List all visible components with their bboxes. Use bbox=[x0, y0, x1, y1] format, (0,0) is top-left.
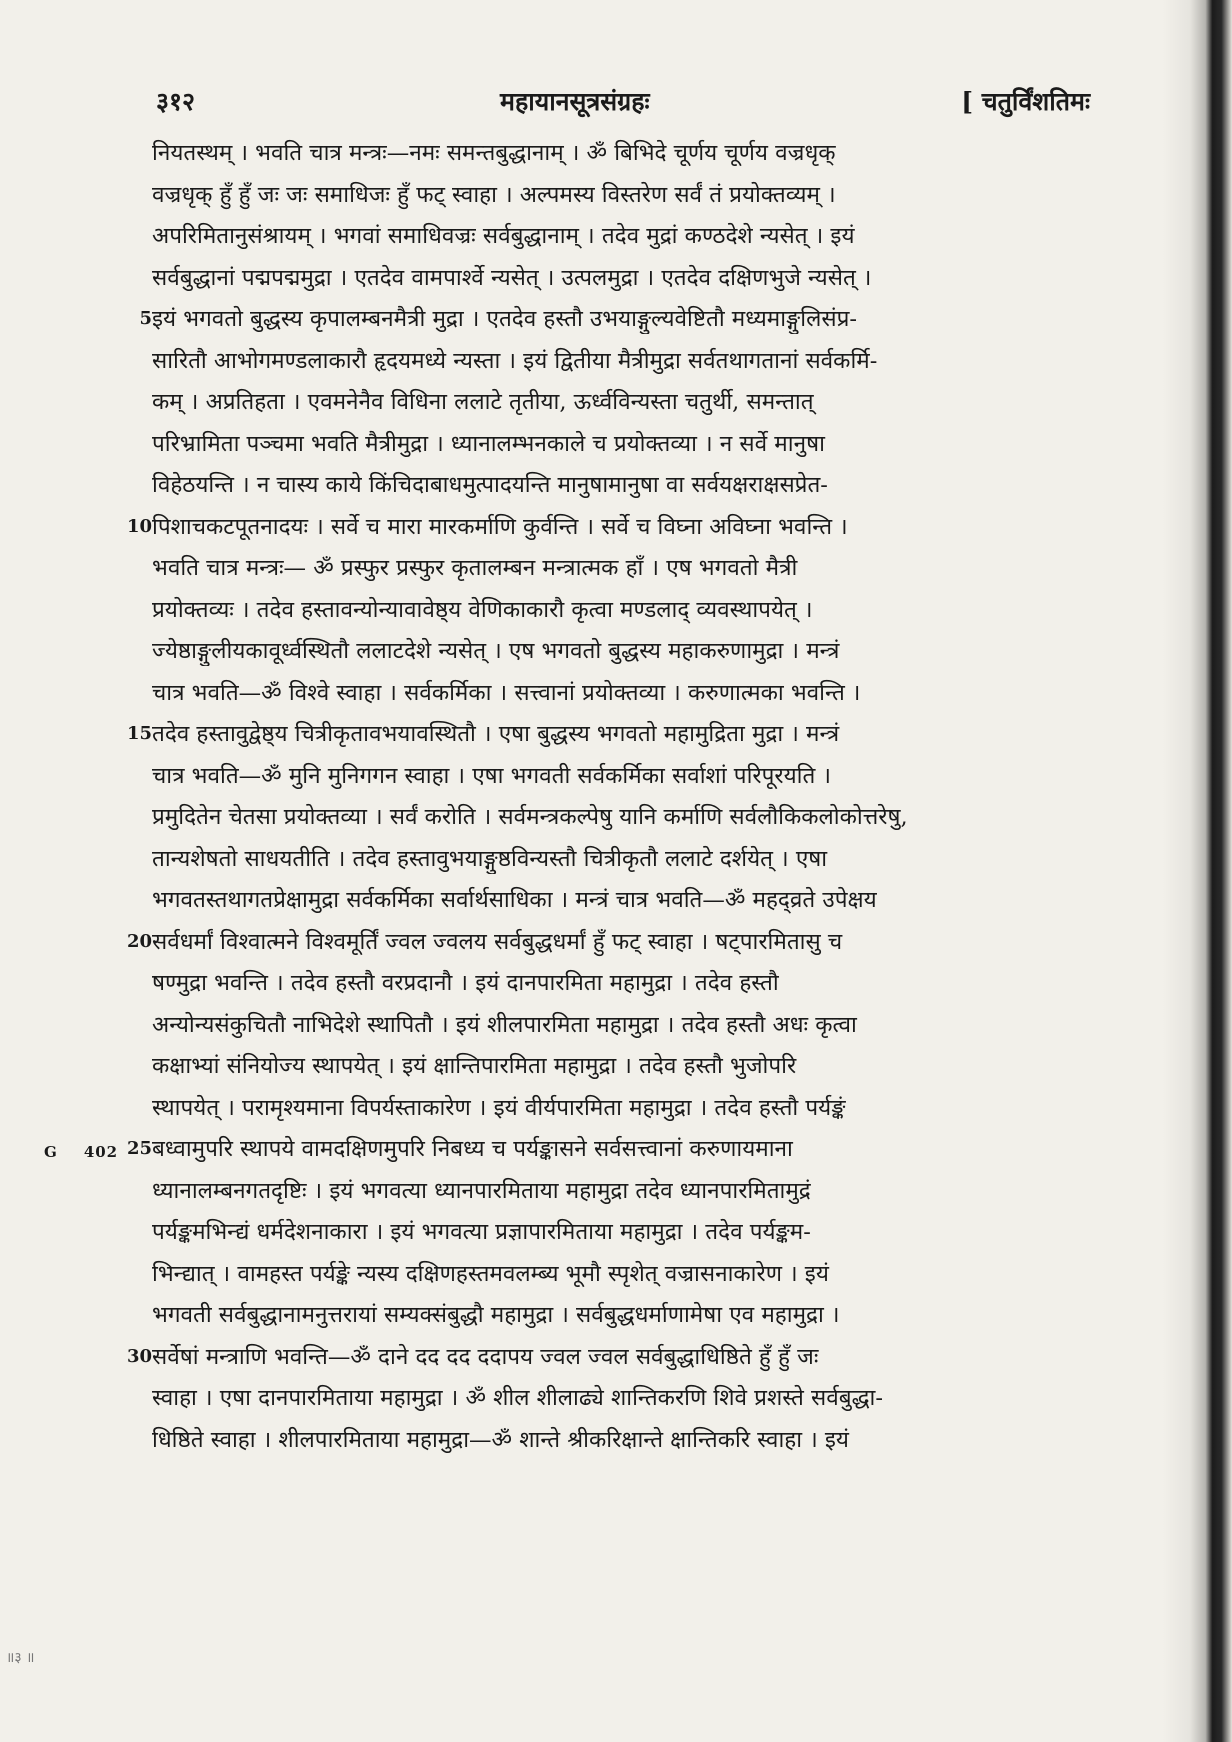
text-line: अपरिमितानुसंश्रायम् । भगवां समाधिवज्रः सर्वबुद्धानाम् । तदेव मुद्रां कण्ठदेशे न्यसेत् । इयं bbox=[152, 223, 855, 249]
text-line: विहेठयन्ति । न चास्य काये किंचिदाबाधमुत्पादयन्ति मानुषामानुषा वा सर्वयक्षराक्षसप्रेत- bbox=[152, 472, 828, 498]
section-title: [ चतुर्विंशतिमः bbox=[961, 87, 1090, 116]
page-header bbox=[150, 84, 1090, 124]
running-title: महायानसूत्रसंग्रहः bbox=[500, 87, 650, 116]
text-line: पर्यङ्कमभिन्द्यं धर्मदेशनाकारा । इयं भगवत्या प्रज्ञापारमिताया महामुद्रा । तदेव पर्यङ्कम- bbox=[152, 1219, 811, 1245]
text-line: कक्षाभ्यां संनियोज्य स्थापयेत् । इयं क्षान्तिपारमिता महामुद्रा । तदेव हस्तौ भुजोपरि bbox=[152, 1053, 797, 1079]
text-line: भवति चात्र मन्त्रः— ॐ प्रस्फुर प्रस्फुर कृतालम्बन मन्त्रात्मक हाँ । एष भगवतो मैत्री bbox=[152, 555, 798, 581]
text-line: स्वाहा । एषा दानपारमिताया महामुद्रा । ॐ शील शीलाढ्ये शान्तिकरणि शिवे प्रशस्ते सर्वबुद्धा- bbox=[152, 1385, 883, 1411]
page-number: ३१२ bbox=[156, 87, 196, 116]
text-line: अन्योन्यसंकुचितौ नाभिदेशे स्थापितौ । इयं शीलपारमिता महामुद्रा । तदेव हस्तौ अधः कृत्वा bbox=[152, 1011, 857, 1038]
text-line: इयं भगवतो बुद्धस्य कृपालम्बनमैत्री मुद्रा । एतदेव हस्तौ उभयाङ्गुल्यवेष्टितौ मध्यमाङ्गुलिसंप्र- bbox=[152, 306, 857, 332]
text-line: बध्वामुपरि स्थापये वामदक्षिणमुपरि निबध्य च पर्यङ्कासने सर्वसत्त्वानां करुणायमाना bbox=[152, 1136, 793, 1162]
edge-mark: ॥३ ॥ bbox=[6, 1650, 35, 1666]
line-number: 25 bbox=[126, 1138, 152, 1159]
text-line: कम् । अप्रतिहता । एवमनेनैव विधिना ललाटे तृतीया, ऊर्ध्वविन्यस्ता चतुर्थी, समन्तात् bbox=[152, 389, 814, 415]
text-line: सर्वधर्मां विश्वात्मने विश्वमूर्तिं ज्वल ज्वलय सर्वबुद्धधर्मां हुँ फट् स्वाहा । षट्पारमितासु च bbox=[152, 928, 843, 955]
line-number: 30 bbox=[126, 1345, 152, 1367]
text-line: वज्रधृक् हुँ हुँ जः जः समाधिजः हुँ फट् स्वाहा । अल्पमस्य विस्तरेण सर्वं तं प्रयोक्तव्यम् । bbox=[152, 181, 836, 208]
text-line: प्रयोक्तव्यः । तदेव हस्तावन्योन्यावावेष्ठ्य वेणिकाकारौ कृत्वा मण्डलाद् व्यवस्थापयेत् । bbox=[152, 596, 813, 623]
text-line: नियतस्थम् । भवति चात्र मन्त्रः—नमः समन्तबुद्धानाम् । ॐ बिभिदे चूर्णय चूर्णय वज्रधृक् bbox=[152, 140, 836, 166]
line-number: 10 bbox=[126, 515, 152, 537]
text-line: भिन्द्यात् । वामहस्त पर्यङ्के न्यस्य दक्षिणहस्तमवलम्ब्य भूमौ स्पृशेत् वज्रासनाकारेण । इयं bbox=[152, 1260, 829, 1287]
margin-reference-number: 402 bbox=[83, 1143, 119, 1161]
line-number: 15 bbox=[126, 723, 152, 744]
margin-reference-letter: G bbox=[44, 1143, 58, 1161]
text-line: ज्येष्ठाङ्गुलीयकावूर्ध्वस्थितौ ललाटदेशे न्यसेत् । एष भगवतो बुद्धस्य महाकरुणामुद्रा । मन्त्रं bbox=[152, 638, 840, 664]
text-line: तदेव हस्तावुद्वेष्ठ्य चित्रीकृतावभयावस्थितौ । एषा बुद्धस्य भगवतो महामुद्रिता मुद्रा । मन्त्रं bbox=[152, 721, 840, 747]
text-line: भगवतस्तथागतप्रेक्षामुद्रा सर्वकर्मिका सर्वार्थसाधिका । मन्त्रं चात्र भवति—ॐ महद्व्रते उपेक्षय bbox=[152, 887, 877, 913]
text-line: चात्र भवति—ॐ विश्वे स्वाहा । सर्वकर्मिका । सत्त्वानां प्रयोक्तव्या । करुणात्मका भवन्ति । bbox=[152, 679, 861, 706]
text-line: सर्वबुद्धानां पद्मपद्ममुद्रा । एतदेव वामपार्श्वे न्यसेत् । उत्पलमुद्रा । एतदेव दक्षिणभुजे न्यसेत् । bbox=[152, 264, 872, 291]
text-line: सर्वेषां मन्त्राणि भवन्ति—ॐ दाने दद दद ददापय ज्वल ज्वल सर्वबुद्धाधिष्ठिते हुँ हुँ जः bbox=[152, 1343, 819, 1370]
text-line: ध्यानालम्बनगतदृष्टिः । इयं भगवत्या ध्यानपारमिताया महामुद्रा तदेव ध्यानपारमितामुद्रं bbox=[152, 1177, 811, 1204]
line-number: 20 bbox=[126, 930, 152, 952]
text-line: प्रमुदितेन चेतसा प्रयोक्तव्या । सर्वं करोति । सर्वमन्त्रकल्पेषु यानि कर्माणि सर्वलौकिकलोकोत्तरेषु, bbox=[152, 804, 908, 830]
text-line: पिशाचकटपूतनादयः । सर्वे च मारा मारकर्माणि कुर्वन्ति । सर्वे च विघ्ना अविघ्ना भवन्ति । bbox=[152, 513, 848, 540]
margin-reference bbox=[44, 1143, 118, 1161]
book-spine-shadow bbox=[1162, 0, 1232, 1742]
text-line: तान्यशेषतो साधयतीति । तदेव हस्तावुभयाङ्गुष्ठविन्यस्तौ चित्रीकृतौ ललाटे दर्शयेत् । एषा bbox=[152, 845, 828, 872]
text-line: धिष्ठिते स्वाहा । शीलपारमिताया महामुद्रा—ॐ शान्ते श्रीकरिक्षान्ते क्षान्तिकरि स्वाहा । इयं bbox=[152, 1426, 849, 1453]
text-line: भगवती सर्वबुद्धानामनुत्तरायां सम्यक्संबुद्धौ महामुद्रा । सर्वबुद्धधर्माणामेषा एव महामुद्रा । bbox=[152, 1302, 840, 1328]
line-number: 5 bbox=[139, 308, 152, 329]
text-line: स्थापयेत् । परामृश्यमाना विपर्यस्ताकारेण । इयं वीर्यपारमिता महामुद्रा । तदेव हस्तौ पर्यङ्कं bbox=[152, 1094, 846, 1121]
text-line: परिभ्रामिता पञ्चमा भवति मैत्रीमुद्रा । ध्यानालम्भनकाले च प्रयोक्तव्या । न सर्वे मानुषा bbox=[152, 430, 825, 457]
text-line: सारितौ आभोगमण्डलाकारौ हृदयमध्ये न्यस्ता । इयं द्वितीया मैत्रीमुद्रा सर्वतथागतानां सर्वकर्मि- bbox=[152, 347, 878, 374]
text-line: षण्मुद्रा भवन्ति । तदेव हस्तौ वरप्रदानौ । इयं दानपारमिता महामुद्रा । तदेव हस्तौ bbox=[152, 970, 779, 996]
text-line: चात्र भवति—ॐ मुनि मुनिगगन स्वाहा । एषा भगवती सर्वकर्मिका सर्वाशां परिपूरयति । bbox=[152, 762, 831, 789]
